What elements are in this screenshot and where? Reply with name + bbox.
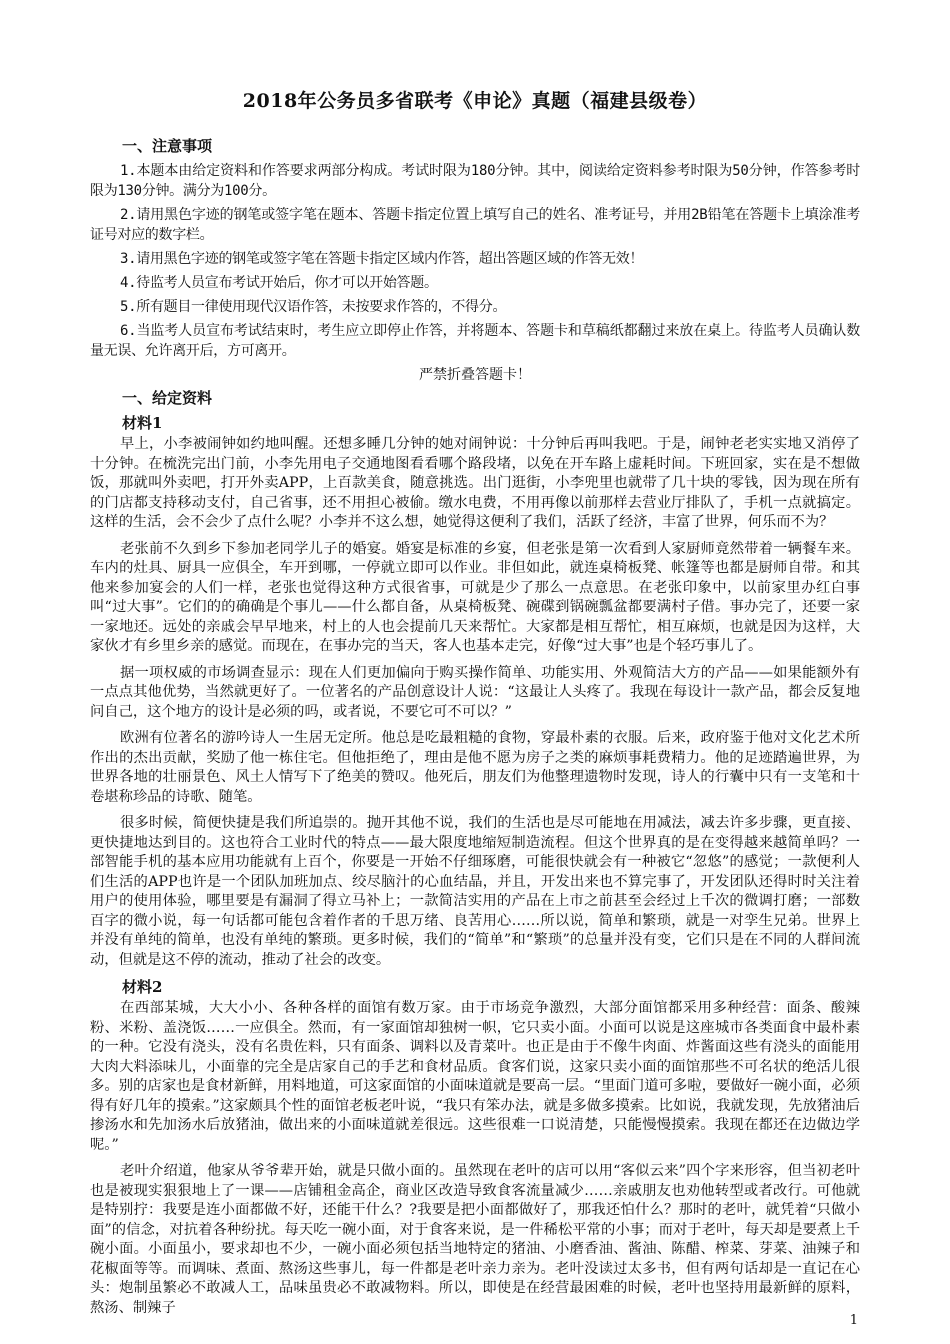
material-paragraph: 欧洲有位著名的游吟诗人一生居无定所。他总是吃最粗糙的食物，穿最朴素的衣服。后来，政府鉴于他对文化艺术所作出的杰出贡献，奖励了他一栋住宅。但他拒绝了，理由是他不愿为房子之类的麻烦事耗费精力。他的足迹踏遍世界，为世界各地的壮丽景色、风土人情写下了绝美的赞叹。他死后，朋友们为他整理遗物时发现，诗人的行囊中只有一支笔和十卷堪称珍品的诗歌、随笔。 — [90, 730, 860, 805]
material-paragraph: 在西部某城，大大小小、各种各样的面馆有数万家。由于市场竞争激烈，大部分面馆都采用多种经营：面条、酸辣粉、米粉、盖浇饭……一应俱全。然而，有一家面馆却独树一帜，它只卖小面。小面可以说是这座城市各类面食中最朴素的一种。它没有浇头，没有名贵佐料，只有面条、调料以及青菜叶。也正是由于不像牛肉面、炸酱面这些有浇头的面能用大肉大料添味儿，小面靠的完全是店家自己的手艺和食材品质。食客们说，这家只卖小面的面馆那些不可名状的绝活儿很多。别的店家也是食材新鲜，用料地道，可这家面馆的小面味道就是要高一层。“里面门道可多啦，要做好一碗小面，必须得有好几年的摸索。”这家颇具个性的面馆老板老叶说，“我只有笨办法，就是多做多摸索。比如说，我就发现，先放猪油后掺汤水和先加汤水后放猪油，做出来的小面味道就差很远。这些很难一口说清楚，只能慢慢摸索。我现在都还在边做边学呢。” — [90, 1000, 860, 1153]
notice-item: 2.请用黑色字迹的钢笔或签字笔在题本、答题卡指定位置上填写自己的姓名、准考证号，并用2B铅笔在答题卡上填涂准考证号对应的数字栏。 — [90, 207, 860, 243]
material-paragraph: 据一项权威的市场调查显示：现在人们更加偏向于购买操作简单、功能实用、外观简洁大方的产品——如果能额外有一点点其他优势，当然就更好了。一位著名的产品创意设计人说：“这最让人头疼了。我现在每设计一款产品，都会反复地问自己，这个地方的设计是必须的吗，或者说，不要它可不可以？” — [90, 664, 860, 720]
material-1-label: 材料1 — [122, 414, 163, 432]
notice-item: 1.本题本由给定资料和作答要求两部分构成。考试时限为180分钟。其中，阅读给定资料参考时限为50分钟，作答参考时限为130分钟。满分为100分。 — [90, 163, 860, 199]
document-title: 2018年公务员多省联考《申论》真题（福建县级卷） — [242, 90, 708, 112]
notice-heading: 一、注意事项 — [122, 137, 213, 155]
material-paragraph: 老张前不久到乡下参加老同学儿子的婚宴。婚宴是标准的乡宴，但老张是第一次看到人家厨师竟然带着一辆餐车来。车内的灶具、厨具一应俱全，车开到哪，一停就立即可以作业。非但如此，就连桌椅板凳、帐篷等也都是厨师自带。和其他来参加宴会的人们一样，老张也觉得这种方式很省事，可就是少了那么一点意思。在老张印象中，以前家里办红白事叫“过大事”。它们的的确确是个事儿——什么都自备，从桌椅板凳、碗碟到锅碗瓢盆都要满村子借。事办完了，还要一家一家地还。远处的亲戚会早早地来，村上的人也会提前几天来帮忙。大家都是相互帮忙，相互麻烦，也就是因为这样，大家伙才有乡里乡亲的感觉。而现在，在事办完的当天，客人也基本走完，好像“过大事”也是个轻巧事儿了。 — [90, 540, 860, 654]
document-body — [90, 136, 860, 1325]
notice-item: 4.待监考人员宣布考试开始后，你才可以开始答题。 — [120, 275, 438, 291]
page-number: 1 — [849, 1313, 858, 1328]
materials-heading: 一、给定资料 — [122, 389, 213, 407]
notice-item: 3.请用黑色字迹的钢笔或签字笔在答题卡指定区域内作答，超出答题区域的作答无效！ — [120, 251, 644, 267]
material-2-label: 材料2 — [122, 978, 163, 996]
material-paragraph: 很多时候，简便快捷是我们所追崇的。抛开其他不说，我们的生活也是尽可能地在用减法，减去许多步骤，更直接、更快捷地达到目的。这也符合工业时代的特点——最大限度地缩短制造流程。但这个世界真的是在变得越来越简单吗？一部智能手机的基本应用功能就有上百个，你要是一开始不仔细琢磨，可能很快就会有一种被它“忽悠”的感觉；一款便利人们生活的APP也许是一个团队加班加点、绞尽脑汁的心血结晶，并且，开发出来也不算完事了，开发团队还得时时关注着用户的使用体验，哪里要是有漏洞了得立马补上；一款简洁实用的产品在上市之前甚至会经过上千次的微调打磨；一部数百字的微小说，每一句话都可能包含着作者的千思万绪、良苦用心……所以说，简单和繁琐，就是一对孪生兄弟。世界上并没有单纯的简单，也没有单纯的繁琐。更多时候，我们的“简单”和“繁琐”的总量并没有变，它们只是在不同的人群间流动，但就是这不停的流动，推动了社会的改变。 — [90, 815, 860, 968]
notice-warning: 严禁折叠答题卡！ — [419, 367, 531, 383]
notice-item: 5.所有题目一律使用现代汉语作答，未按要求作答的，不得分。 — [120, 299, 507, 315]
material-paragraph: 早上，小李被闹钟如约地叫醒。还想多睡几分钟的她对闹钟说：十分钟后再叫我吧。于是，闹钟老老实实地又消停了十分钟。在梳洗完出门前，小李先用电子交通地图看看哪个路段堵，以免在开车路上虚耗时间。下班回家，实在是不想做饭，那就叫外卖吧，打开外卖APP，上百款美食，随意挑选。出门逛街，小李兜里也就带了几十块的零钱，因为现在所有的门店都支持移动支付，自己省事，还不用担心被偷。缴水电费，不用再像以前那样去营业厅排队了，手机一点就搞定。这样的生活，会不会少了点什么呢？小李并不这么想，她觉得这便利了我们，活跃了经济，丰富了世界，何乐而不为？ — [90, 436, 860, 530]
notice-item: 6.当监考人员宣布考试结束时，考生应立即停止作答，并将题本、答题卡和草稿纸都翻过来放在桌上。待监考人员确认数量无误、允许离开后，方可离开。 — [90, 323, 860, 359]
material-paragraph: 老叶介绍道，他家从爷爷辈开始，就是只做小面的。虽然现在老叶的店可以用“客似云来”四个字来形容，但当初老叶也是被现实狠狠地上了一课——店铺租金高企，商业区改造导致食客流量减少……亲戚朋友也劝他转型或者改行。可他就是特别拧：我要是连小面都做不好，还能干什么？?我要是把小面都做好了，那我还怕什么？那时的老叶，就凭着“只做小面”的信念，对抗着各种纷扰。每天吃一碗小面，对于食客来说，是一件稀松平常的小事；而对于老叶，每天却是要煮上千碗小面。小面虽小，要求却也不少，一碗小面必须包括当地特定的猪油、小磨香油、酱油、陈醋、榨菜、芽菜、油辣子和花椒面等等。而调味、煮面、熬汤这些事儿，每一件都是老叶亲力亲为。老叶没读过太多书，但有两句话却是一直记在心头：炮制虽繁必不敢减人工，品味虽贵必不敢减物料。所以，即使是在经营最困难的时候，老叶也坚持用最新鲜的原料，熬汤、制辣子 — [90, 1163, 860, 1316]
